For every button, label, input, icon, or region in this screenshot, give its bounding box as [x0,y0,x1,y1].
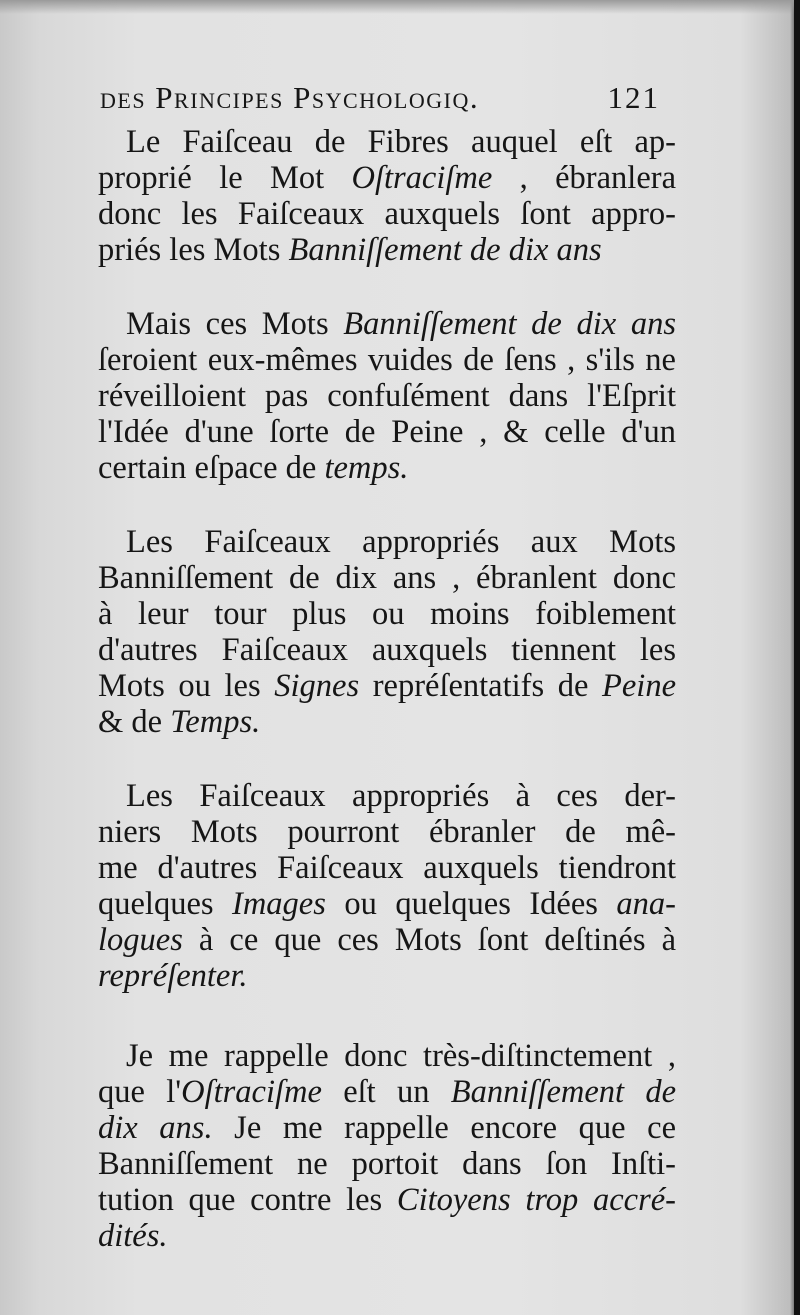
text-run: tution que contre les [98,1182,397,1218]
paragraph-gap [98,268,676,306]
italic-text: dix ans. [98,1110,213,1146]
paragraph [98,306,676,486]
text-line [98,378,676,414]
text-line [98,1182,676,1218]
text-run: ſeroient eux-mêmes vuides de ſens , s'ils ne [98,342,676,378]
paragraph-gap [98,740,676,778]
paragraph-gap [98,994,676,1038]
italic-text: repréſenter. [98,958,248,994]
text-line [98,1110,676,1146]
text-run: Banniſſement de dix ans , ébranlent donc [98,560,676,596]
text-line [98,450,676,486]
italic-text: Images [232,886,326,922]
text-run: Je me rappelle encore que ce [212,1110,676,1146]
text-line [98,1146,676,1182]
italic-text: dités. [98,1218,168,1254]
text-line [98,414,676,450]
text-run: repréſentatifs de [359,668,603,704]
text-line [98,886,676,922]
text-run: eſt un [321,1074,451,1110]
text-line [98,778,676,814]
text-run: Je me rappelle donc très-diſtinctement , [126,1038,676,1074]
italic-text: ana- [616,886,676,922]
italic-text: logues [98,922,183,958]
text-run: Les Faiſceaux appropriés à ces der- [126,778,676,814]
running-header [100,80,660,120]
text-line [98,1218,676,1254]
text-line [98,1074,676,1110]
italic-text: Banniſſement de dix ans [343,306,676,342]
paragraph [98,124,676,268]
text-run: me d'autres Faiſceaux auxquels tiendront [98,850,676,886]
text-line [98,560,676,596]
text-line [98,922,676,958]
text-line [98,1038,676,1074]
page-number: 121 [607,80,660,115]
paragraph-gap [98,486,676,524]
text-run: , ébranlera [492,160,676,196]
text-run: Le Faiſceau de Fibres auquel eſt ap- [126,124,676,160]
text-line [98,124,676,160]
paragraph [98,524,676,740]
text-run: à ce que ces Mots ſont deſtinés à [182,922,676,958]
italic-text: Citoyens trop accré- [396,1182,676,1218]
italic-text: temps. [324,450,409,486]
paragraph [98,778,676,994]
italic-text: Banniſſement de dix ans [288,232,602,268]
text-run: niers Mots pourront ébranler de mê- [98,814,676,850]
text-line [98,232,676,268]
text-run: proprié le Mot [98,160,352,196]
text-run: & de [98,704,171,740]
italic-text: Oſtraciſme [181,1074,322,1110]
text-line [98,850,676,886]
text-line [98,668,676,704]
text-line [98,306,676,342]
text-run: ou quelques Idées [325,886,617,922]
running-title: des Principes Psychologiq. [100,80,480,115]
italic-text: Signes [274,668,360,704]
text-run: Banniſſement ne portoit dans ſon Inſti- [98,1146,676,1182]
text-line [98,632,676,668]
text-run: priés les Mots [98,232,289,268]
text-run: à leur tour plus ou moins foiblement [98,596,676,632]
italic-text: Temps. [170,704,261,740]
text-line [98,958,676,994]
italic-text: Banniſſement de [450,1074,677,1110]
text-run: donc les Faiſceaux auxquels ſont appro- [98,196,676,232]
italic-text: Oſtraciſme [351,160,493,196]
text-run: Les Faiſceaux appropriés aux Mots [126,524,676,560]
text-run: Mais ces Mots [126,306,344,342]
text-run: quelques [98,886,233,922]
text-run: d'autres Faiſceaux auxquels tiennent les [98,632,676,668]
text-line [98,342,676,378]
paragraph [98,1038,676,1254]
text-line [98,814,676,850]
text-run: réveilloient pas confuſément dans l'Eſprit [98,378,676,414]
text-run: certain eſpace de [98,450,325,486]
text-line [98,596,676,632]
text-run: l'Idée d'une ſorte de Peine , & celle d'un [98,414,676,450]
page-body [98,124,676,1254]
italic-text: Peine [602,668,676,704]
text-line [98,524,676,560]
text-run: Mots ou les [98,668,275,704]
text-run: que l' [98,1074,182,1110]
text-line [98,160,676,196]
text-line [98,196,676,232]
text-line [98,704,676,740]
